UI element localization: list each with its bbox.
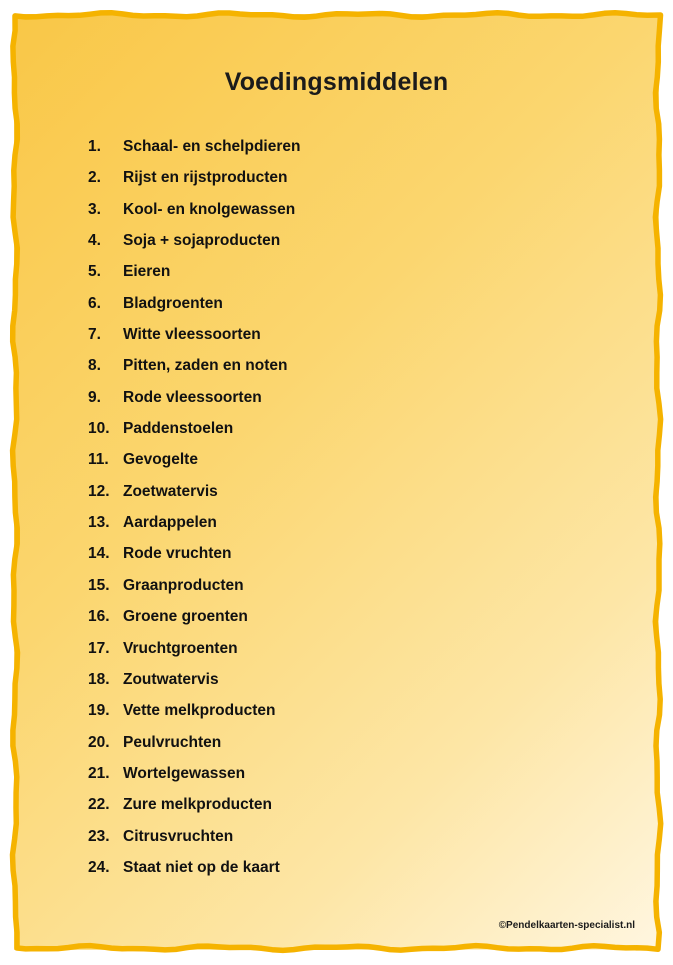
list-item-number: 22.: [88, 796, 110, 814]
list-item-label: Citrusvruchten: [123, 827, 234, 845]
list-item: [88, 325, 300, 356]
list-item: [88, 576, 300, 607]
list-item-label: Aardappelen: [123, 514, 217, 532]
list-item-number: 17.: [88, 639, 110, 657]
list-item-number: 2.: [88, 169, 101, 187]
list-item: [88, 733, 300, 764]
list-item-label: Witte vleessoorten: [123, 326, 261, 344]
copyright-text: ©Pendelkaarten-specialist.nl: [498, 920, 635, 931]
list-item: [88, 137, 300, 168]
list-item-number: 16.: [88, 608, 110, 626]
list-item: [88, 544, 300, 575]
list-item-label: Vette melkproducten: [123, 702, 276, 720]
list-item-label: Schaal- en schelpdieren: [123, 138, 301, 155]
list-item: [88, 701, 300, 732]
list-item: [88, 827, 300, 858]
list-item-number: 21.: [88, 764, 110, 782]
list-item: [88, 231, 300, 262]
list-item-label: Zure melkproducten: [123, 796, 272, 814]
list-item-number: 13.: [88, 514, 110, 532]
list-item-label: Rode vruchten: [123, 545, 232, 563]
list-item-label: Eieren: [123, 263, 171, 281]
list-item-label: Paddenstoelen: [123, 420, 234, 438]
list-item-label: Zoetwatervis: [123, 482, 218, 500]
list-item-label: Rijst en rijstproducten: [123, 169, 288, 187]
list-item-number: 10.: [88, 420, 110, 438]
list-item-number: 8.: [88, 357, 101, 375]
list-item: [88, 513, 300, 544]
list-item: [88, 168, 300, 199]
list-item-number: 9.: [88, 388, 101, 406]
list-item: [88, 764, 300, 795]
list-item-label: Soja + sojaproducten: [123, 232, 281, 250]
list-item-number: 19.: [88, 702, 110, 720]
list-item: [88, 607, 300, 638]
list-item-number: 23.: [88, 827, 110, 845]
list-item-number: 12.: [88, 482, 110, 500]
list-item-label: Wortelgewassen: [123, 764, 246, 782]
list-item: [88, 639, 300, 670]
list-item-label: Gevogelte: [123, 451, 198, 469]
list-item-label: Kool- en knolgewassen: [123, 200, 296, 218]
list-item-number: 6.: [88, 294, 101, 312]
list-item: [88, 419, 300, 450]
list-item-number: 11.: [88, 451, 109, 469]
list-item: [88, 795, 300, 826]
list-item-number: 3.: [88, 200, 101, 218]
list-item-label: Rode vleessoorten: [123, 388, 262, 406]
list-item-label: Zoutwatervis: [123, 670, 219, 688]
list-item-label: Bladgroenten: [123, 294, 223, 312]
list-item: [88, 294, 300, 325]
list-item: [88, 388, 300, 419]
list-item-label: Staat niet op de kaart: [123, 858, 280, 876]
list-item-number: 20.: [88, 733, 110, 751]
list-item: [88, 858, 300, 889]
list-item: [88, 482, 300, 513]
list-item-number: 1.: [88, 138, 101, 155]
list-item-label: Peulvruchten: [123, 733, 222, 751]
list-item: [88, 262, 300, 293]
page-title: Voedingsmiddelen: [224, 68, 449, 96]
list-item-number: 5.: [88, 263, 101, 281]
list-item: [88, 200, 300, 231]
list-item-label: Groene groenten: [123, 608, 248, 626]
list-item-number: 4.: [88, 232, 101, 250]
list-item-number: 18.: [88, 670, 110, 688]
list-item: [88, 356, 300, 387]
list-item: [88, 450, 300, 481]
list-item-label: Vruchtgroenten: [123, 639, 238, 657]
list-item-number: 14.: [88, 545, 110, 563]
list-item-number: 24.: [88, 858, 110, 876]
list-item: [88, 670, 300, 701]
list-item-number: 7.: [88, 326, 101, 344]
list-item-label: Pitten, zaden en noten: [123, 357, 288, 375]
list-item-label: Graanproducten: [123, 576, 244, 594]
list-item-number: 15.: [88, 576, 110, 594]
food-list: [88, 137, 300, 889]
